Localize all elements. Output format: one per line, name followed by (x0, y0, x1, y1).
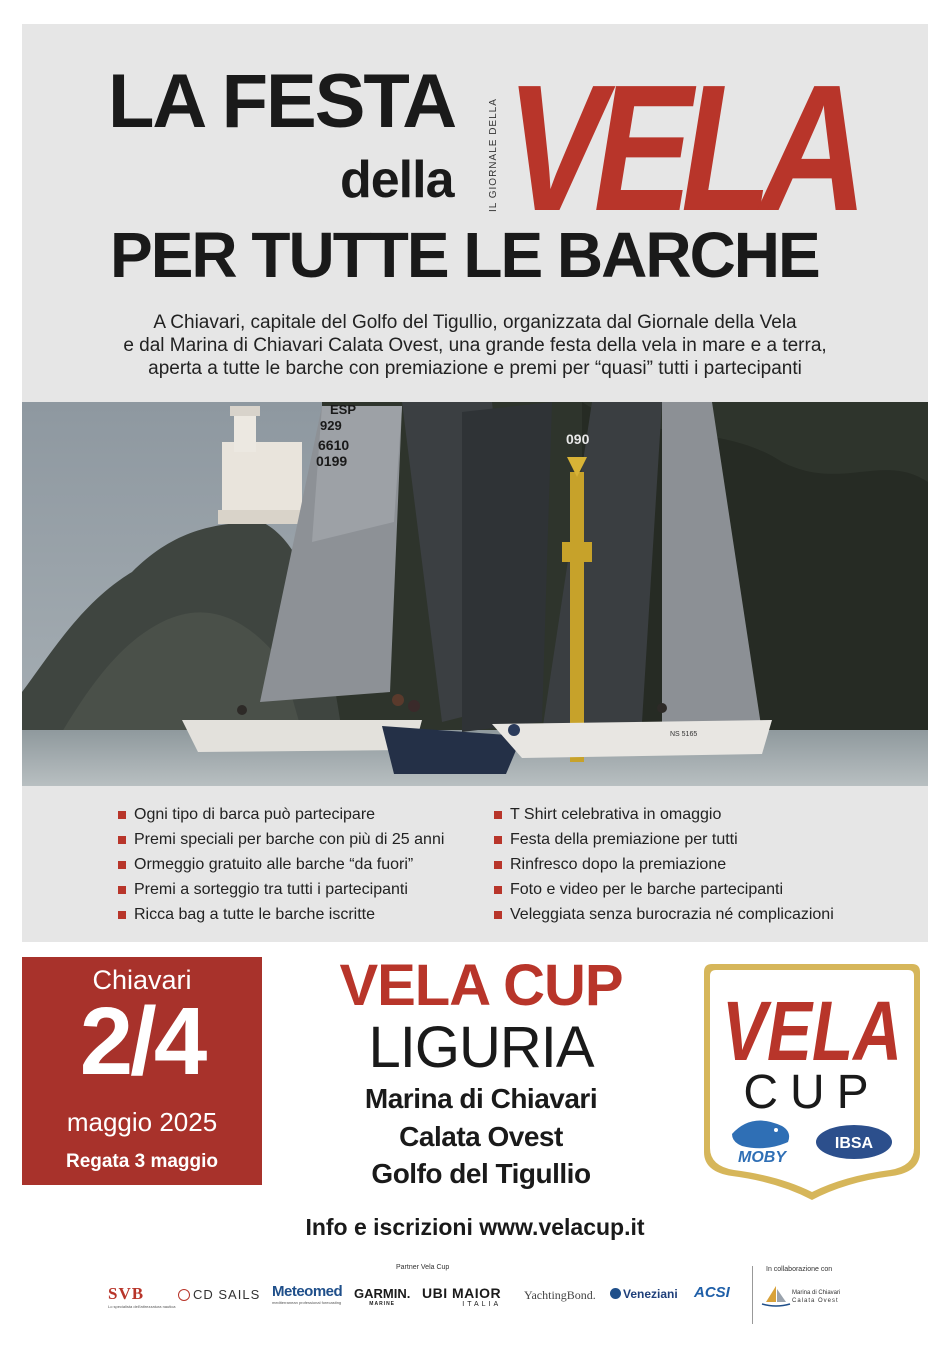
sail-number: 929 (320, 418, 342, 433)
sponsor-garmin-logo: GARMIN. MARINE (354, 1286, 411, 1307)
features-panel (22, 786, 928, 942)
bullet-square-icon (118, 811, 126, 819)
vela-logo-tagline: IL GIORNALE DELLA (488, 98, 499, 212)
bullet-square-icon (494, 911, 502, 919)
feature-item: Festa della premiazione per tutti (494, 827, 834, 852)
feature-item: Ormeggio gratuito alle barche “da fuori” (118, 852, 444, 877)
badge-sponsor-moby: MOBY (738, 1149, 786, 1166)
intro-line: A Chiavari, capitale del Golfo del Tigullio, organizzata dal Giornale della Vela (153, 312, 797, 333)
sponsor-acsi-logo: ACSI (694, 1284, 730, 1301)
event-date-box (22, 957, 262, 1185)
venue-line: Calata Ovest (399, 1121, 563, 1152)
event-month: maggio 2025 (66, 1107, 218, 1137)
sail-number: 0199 (316, 453, 348, 469)
sail-number: ESP (330, 402, 357, 417)
regatta-photo (22, 402, 928, 786)
feature-item: Premi speciali per barche con più di 25 anni (118, 827, 444, 852)
cup-title: VELA CUP (339, 953, 623, 1018)
bullet-square-icon (118, 886, 126, 894)
feature-item: T Shirt celebrativa in omaggio (494, 802, 834, 827)
bullet-square-icon (494, 861, 502, 869)
venue-line: Golfo del Tigullio (371, 1158, 591, 1189)
sponsor-meteomed-logo: Meteomed mediterranean professional forecasting (272, 1283, 343, 1305)
sponsor-veneziani-logo: Veneziani (610, 1287, 678, 1301)
badge-sponsor-ibsa: IBSA (834, 1135, 874, 1152)
bullet-square-icon (118, 861, 126, 869)
bullet-square-icon (118, 836, 126, 844)
partners-divider (752, 1266, 753, 1324)
bullet-square-icon (118, 911, 126, 919)
cdsails-circle-icon (178, 1289, 190, 1301)
title-line-3: PER TUTTE LE BARCHE (110, 219, 819, 291)
sponsor-svb-logo: SVB Lo specialista dell'attrezzatura nautica (108, 1284, 176, 1309)
intro-line: e dal Marina di Chiavari Calata Ovest, una grande festa della vela in mare e a terra, (123, 335, 827, 356)
venue-line: Marina di Chiavari (364, 1083, 598, 1114)
bullet-square-icon (494, 811, 502, 819)
title-line-2: della (340, 151, 454, 209)
info-url: Info e iscrizioni www.velacup.it (305, 1214, 645, 1240)
badge-shield-graphic (696, 962, 928, 1202)
event-city: Chiavari (92, 965, 192, 995)
regatta-photo-illustration (22, 402, 928, 786)
title-line-1: LA FESTA (108, 59, 456, 144)
vela-logo-word: VELA (506, 48, 857, 249)
sail-number: 090 (566, 431, 590, 447)
feature-item: Premi a sorteggio tra tutti i partecipanti (118, 877, 444, 902)
features-list-left (118, 802, 444, 927)
feature-item: Ricca bag a tutte le barche iscritte (118, 902, 444, 927)
intro-text (40, 311, 910, 380)
collab-title: In collaborazione con (766, 1266, 833, 1273)
sponsor-cdsails-logo: CD SAILS (178, 1287, 260, 1302)
intro-line: aperta a tutte le barche con premiazione e premi per “quasi” tutti i partecipanti (148, 358, 802, 379)
features-list-right (494, 802, 834, 927)
feature-item: Veleggiata senza burocrazia né complicazioni (494, 902, 834, 927)
hull-text: NS 5165 (670, 731, 698, 738)
feature-item: Foto e video per le barche partecipanti (494, 877, 834, 902)
vela-cup-badge (696, 962, 928, 1202)
sponsor-yachtingbond-logo: YachtingBond. (524, 1288, 596, 1302)
partners-title: Partner Vela Cup (396, 1264, 450, 1271)
vela-magazine-logo (488, 48, 860, 249)
sail-number: 6610 (318, 437, 350, 453)
badge-cup-word: CUP (743, 1066, 881, 1119)
marina-sail-icon (762, 1286, 790, 1308)
race-day: Regata 3 maggio (65, 1151, 219, 1172)
feature-item: Ogni tipo di barca può partecipare (118, 802, 444, 827)
event-days: 2/4 (79, 988, 205, 1095)
cup-subtitle: LIGURIA (368, 1015, 594, 1080)
bullet-square-icon (494, 836, 502, 844)
sponsor-ubimaior-logo: UBI MAIOR ITALIA (422, 1285, 502, 1308)
feature-item: Rinfresco dopo la premiazione (494, 852, 834, 877)
badge-vela-word: VELA (722, 984, 902, 1078)
veneziani-globe-icon (610, 1288, 621, 1299)
vela-logo-graphic (488, 48, 860, 249)
bullet-square-icon (494, 886, 502, 894)
